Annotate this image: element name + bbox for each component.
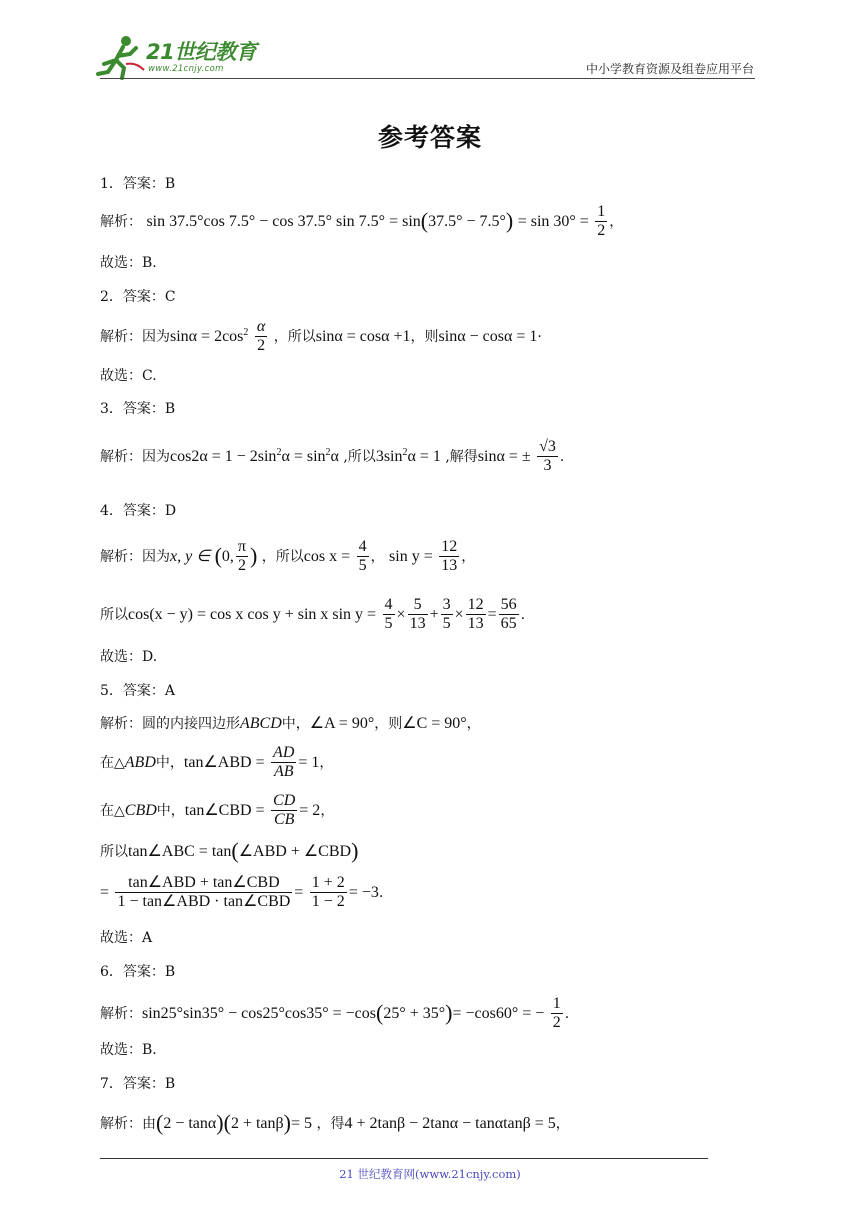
footer-text: 21 世纪教育网(www.21cnjy.com): [339, 1167, 521, 1181]
footer-divider: [100, 1158, 708, 1159]
q7-answer: 7．答案：B: [100, 1076, 176, 1092]
q1-answer: 1．答案：B: [100, 176, 176, 192]
q2-choice: 故选：C.: [100, 368, 157, 384]
logo-url: www.21cnjy.com: [148, 64, 224, 74]
q5-choice: 故选：A: [100, 930, 153, 946]
q4-choice: 故选：D.: [100, 649, 158, 665]
q7-analysis: 解析：由(2 − tanα)(2 + tanβ)= 5 ，得4 + 2tanβ − 2tanα − tanαtanβ = 5，: [100, 1110, 570, 1135]
q5-answer: 5．答案：A: [100, 683, 176, 699]
q5-analysis-5: = $\frac{\text{tan∠ABD + tan∠CBD}}{\text{1 − tan∠ABD · tan∠CBD}}$ = $\frac{1 + 2}{1 - 2}$ = −3.: [100, 874, 384, 911]
logo-text: 21世纪教育: [146, 40, 257, 64]
q2-analysis: 解析：因为$\sin\alpha = 2\cos^2$ $\frac{\alpha}{2}$ ，所以sinα = cosα +1，则sinα − cosα = 1·: [100, 318, 542, 355]
header-right-text: 中小学教育资源及组卷应用平台: [585, 62, 754, 76]
q4-answer: 4．答案：D: [100, 503, 177, 519]
q6-answer: 6．答案：B: [100, 964, 176, 980]
q6-choice: 故选：B.: [100, 1042, 157, 1058]
q1-choice: 故选：B.: [100, 255, 157, 271]
runner-logo-icon: [96, 34, 148, 80]
logo: [96, 34, 266, 82]
q4-analysis-2: 所以cos(x − y) = cos x cos y + sin x sin y = $\frac{4}{5}$ × $\frac{5}{13}$ + $\frac{3}{5}$ × $\frac{12}{13}$ = $\frac{56}{65}$ .: [100, 596, 526, 633]
q3-analysis: 解析：因为$\cos 2\alpha = 1 - 2\sin^2\alpha = \sin^2\alpha$ ,所以$3\sin^2\alpha = 1$ ,解得sinα = ± $\frac{√3}{3}$ .: [100, 438, 565, 475]
q5-analysis-4: 所以tan∠ABC = tan(∠ABD + ∠CBD): [100, 838, 359, 863]
q2-answer: 2．答案：C: [100, 289, 176, 305]
q5-analysis-3: 在△CBD中，tan∠CBD = $\frac{CD}{CB}$ = 2，: [100, 792, 335, 829]
q3-answer: 3．答案：B: [100, 401, 176, 417]
q6-analysis: 解析：sin25°sin35° − cos25°cos35° = −cos(25° + 35°)= −cos60° = − $\frac{1}{2}$ .: [100, 995, 570, 1032]
q4-analysis-1: 解析：因为x, y ∈ (0, $\frac{\pi}{2}$ ) ，所以cos x = $\frac{4}{5}$ ， sin y = $\frac{12}{13}$ ，: [100, 538, 476, 575]
q5-analysis-2: 在△ABD中，tan∠ABD = $\frac{AD}{AB}$ = 1，: [100, 744, 334, 781]
q1-analysis: 解析： sin 37.5°cos 7.5° − cos 37.5° sin 7.5° = sin(37.5° − 7.5°) = sin 30° = $\frac{1}{2}$ ，: [100, 203, 624, 240]
page-title: 参考答案: [377, 123, 482, 152]
q5-analysis-1: 解析：圆的内接四边形ABCD中，∠A = 90°，则∠C = 90°，: [100, 715, 481, 732]
header-divider: [100, 78, 755, 79]
